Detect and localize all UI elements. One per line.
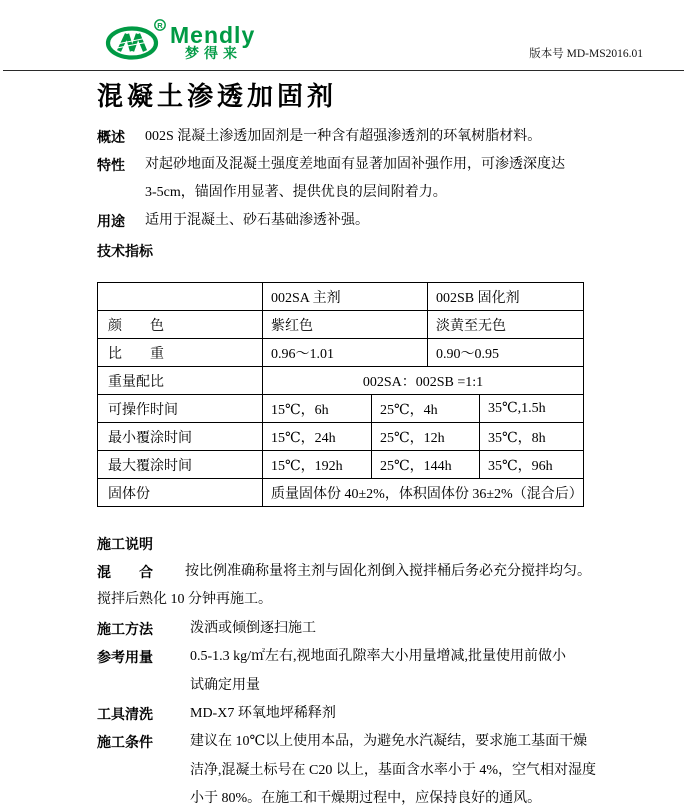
row-label: 比 重 [98, 339, 263, 367]
cell-value: 35℃,1.5h [480, 395, 584, 423]
header-divider [3, 70, 684, 71]
version-number: 版本号 MD-MS2016.01 [529, 48, 643, 60]
tech-section-title: 技术指标 [97, 243, 153, 259]
dosage-text-line2: 试确定用量 [190, 677, 260, 693]
header [0, 0, 687, 70]
method-label: 施工方法 [97, 620, 153, 637]
cell-value: 0.90～0.95 [428, 339, 584, 367]
table-row-gravity [98, 339, 584, 367]
row-label: 重量配比 [98, 367, 263, 395]
table-row-worktime [98, 395, 584, 423]
conditions-text-line2: 洁净,混凝土标号在 C20 以上，基面含水率小于 4%，空气相对湿度 [190, 762, 596, 778]
features-label: 特性 [97, 157, 125, 173]
brand-text [170, 14, 255, 61]
table-row-color [98, 311, 584, 339]
table-row-ratio [98, 367, 584, 395]
brand-name-en: Mendly [170, 22, 256, 48]
overview-label: 概述 [97, 129, 125, 145]
features-text-line1: 对起砂地面及混凝土强度差地面有显著加固补强作用，可渗透深度达 [145, 157, 565, 172]
cell-value: 15℃，192h [263, 451, 372, 479]
item-method [97, 615, 687, 643]
section-features [97, 151, 597, 207]
logo-m-icon [103, 14, 167, 64]
intro-sections [97, 123, 597, 235]
construction-section-title: 施工说明 [97, 536, 153, 552]
cell-value: 淡黄至无色 [428, 311, 584, 339]
cell-value: 25℃，144h [372, 451, 480, 479]
cell-value: 15℃，6h [263, 395, 372, 423]
item-dosage [97, 643, 687, 700]
usage-text: 适用于混凝土、砂石基础渗透补强。 [145, 213, 369, 228]
item-cleaning [97, 700, 687, 728]
table-row-maxrecoat [98, 451, 584, 479]
cell-value: 25℃，4h [372, 395, 480, 423]
cell-value: 35℃，96h [480, 451, 584, 479]
cell-value: 15℃，24h [263, 423, 372, 451]
header-empty-cell [98, 283, 263, 311]
row-label: 最大覆涂时间 [98, 451, 263, 479]
dosage-text-line1: 0.5-1.3 kg/㎡左右,视地面孔隙率大小用量增减,批量使用前做小 [190, 649, 567, 665]
row-label: 颜 色 [98, 311, 263, 339]
spec-table [97, 282, 584, 507]
cleaning-label: 工具清洗 [97, 706, 153, 723]
cell-span-value: 质量固体份 40±2%，体积固体份 36±2%（混合后） [263, 479, 584, 507]
page-title: 混凝土渗透加固剂 [97, 81, 338, 111]
conditions-text-line1: 建议在 10℃以上使用本品，为避免水汽凝结，要求施工基面干燥 [190, 734, 588, 750]
usage-label: 用途 [97, 213, 125, 229]
header-cell-002sa: 002SA 主剂 [263, 283, 428, 311]
item-mixing [97, 558, 687, 586]
table-row-solids [98, 479, 584, 507]
overview-text: 002S 混凝土渗透加固剂是一种含有超强渗透剂的环氧树脂材料。 [145, 129, 542, 144]
dosage-label: 参考用量 [97, 649, 153, 666]
section-usage [97, 207, 597, 235]
cell-value: 25℃，12h [372, 423, 480, 451]
cell-value: 紫红色 [263, 311, 428, 339]
conditions-text-line3: 小于 80%。在施工和干燥期过程中，应保持良好的通风。 [190, 791, 542, 807]
row-label: 可操作时间 [98, 395, 263, 423]
cell-value: 0.96～1.01 [263, 339, 428, 367]
mixing-label: 混 合 [97, 564, 153, 580]
row-label: 固体份 [98, 479, 263, 507]
mixing-text: 按比例准确称量将主剂与固化剂倒入搅拌桶后务必充分搅拌均匀。 [185, 564, 591, 579]
cell-value: 35℃，8h [480, 423, 584, 451]
features-text-line2: 3-5cm，锚固作用显著、提供优良的层间附着力。 [145, 185, 447, 200]
row-label: 最小覆涂时间 [98, 423, 263, 451]
table-row-header [98, 283, 584, 311]
brand-name-cn: 梦得来 [185, 45, 242, 61]
header-cell-002sb: 002SB 固化剂 [428, 283, 584, 311]
item-conditions [97, 728, 687, 810]
registered-icon: R [157, 20, 163, 30]
cell-span-value: 002SA：002SB =1:1 [263, 367, 584, 395]
method-text: 泼洒或倾倒逐扫施工 [190, 620, 316, 636]
conditions-label: 施工条件 [97, 734, 153, 751]
brand-logo [103, 14, 255, 64]
cleaning-text: MD-X7 环氧地坪稀释剂 [190, 706, 336, 722]
table-row-minrecoat [98, 423, 584, 451]
mixing-text-continued: 搅拌后熟化 10 分钟再施工。 [97, 592, 272, 608]
section-overview [97, 123, 597, 151]
